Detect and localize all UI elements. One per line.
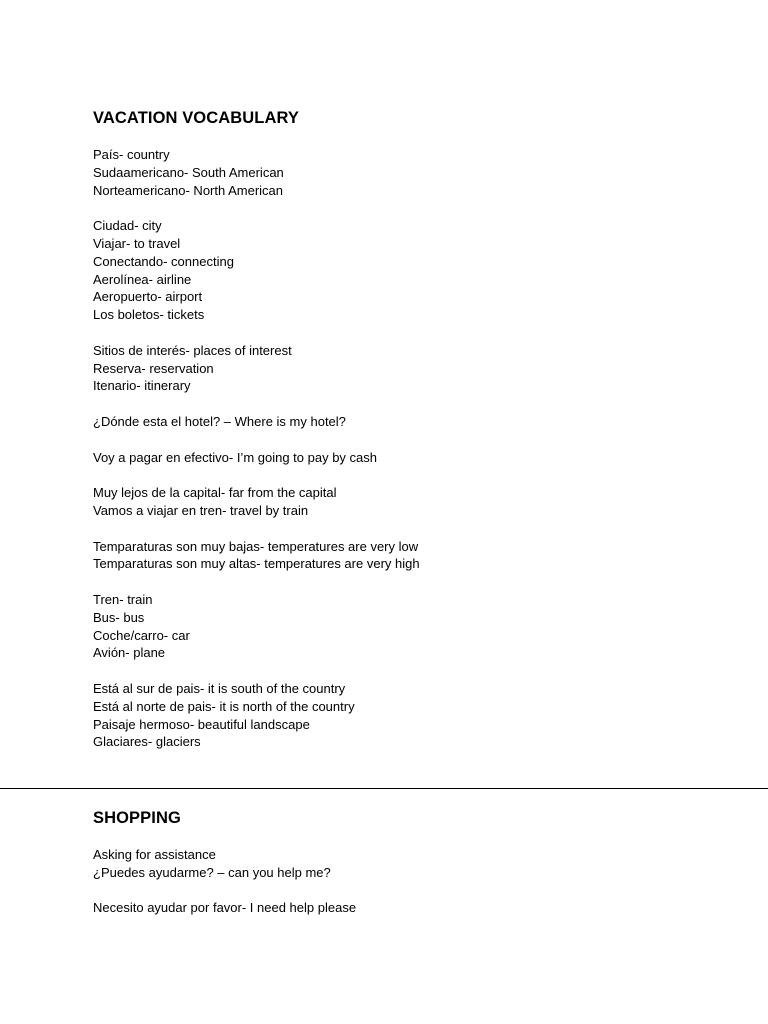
- vocab-group: [93, 413, 733, 431]
- vocab-line: ¿Dónde esta el hotel? – Where is my hotel?: [93, 413, 346, 429]
- vocab-line: Tren- train: [93, 591, 153, 607]
- vocab-line: Avión- plane: [93, 645, 166, 661]
- section-title: VACATION VOCABULARY: [93, 109, 300, 127]
- vocab-group: [93, 484, 733, 520]
- vocab-group: [93, 680, 733, 751]
- vocab-line: Conectando- connecting: [93, 253, 234, 269]
- vocab-line: Paisaje hermoso- beautiful landscape: [93, 716, 310, 732]
- vocab-group: [93, 538, 733, 574]
- vocab-line: País- country: [93, 147, 170, 162]
- vocab-line: Norteamericano- North American: [93, 182, 284, 198]
- vocab-line: Aerolínea- airline: [93, 271, 192, 287]
- vocab-line: Glaciares- glaciers: [93, 734, 201, 750]
- vocab-group: [93, 342, 733, 395]
- vocab-line: Está al sur de pais- it is south of the country: [93, 680, 346, 696]
- vocab-line: Vamos a viajar en tren- travel by train: [93, 502, 309, 518]
- vocab-line: Está al norte de pais- it is north of the country: [93, 698, 355, 714]
- section-title: SHOPPING: [93, 809, 181, 827]
- vocab-line: Sudaamericano- South American: [93, 164, 284, 180]
- vocab-line: Reserva- reservation: [93, 360, 214, 376]
- vocab-line: Aeropuerto- airport: [93, 289, 203, 305]
- vocab-group: [93, 899, 733, 917]
- vocab-group: [93, 591, 733, 662]
- vocab-line: Voy a pagar en efectivo- I’m going to pay by cash: [93, 449, 378, 465]
- shopping-section: [93, 807, 733, 935]
- vocab-line: Temparaturas son muy altas- temperatures are very high: [93, 556, 420, 572]
- vocab-line: Temparaturas son muy bajas- temperatures are very low: [93, 538, 419, 554]
- vocab-line: Asking for assistance: [93, 847, 216, 862]
- vocab-line: Muy lejos de la capital- far from the capital: [93, 485, 337, 501]
- vocab-line: Itenario- itinerary: [93, 378, 191, 394]
- vocab-group: [93, 846, 733, 882]
- vocab-line: Necesito ayudar por favor- I need help please: [93, 900, 357, 916]
- vocab-group: [93, 146, 733, 199]
- vocab-line: Bus- bus: [93, 609, 145, 625]
- vacation-vocabulary-section: [93, 107, 733, 769]
- vocab-line: Sitios de interés- places of interest: [93, 342, 292, 358]
- vocab-line: Ciudad- city: [93, 218, 162, 234]
- vocab-line: Coche/carro- car: [93, 627, 190, 643]
- vocab-line: Viajar- to travel: [93, 235, 181, 251]
- vocab-group: [93, 217, 733, 324]
- vocab-group: [93, 449, 733, 467]
- vocab-line: ¿Puedes ayudarme? – can you help me?: [93, 864, 331, 880]
- page-divider: [0, 788, 768, 789]
- vocab-line: Los boletos- tickets: [93, 307, 205, 323]
